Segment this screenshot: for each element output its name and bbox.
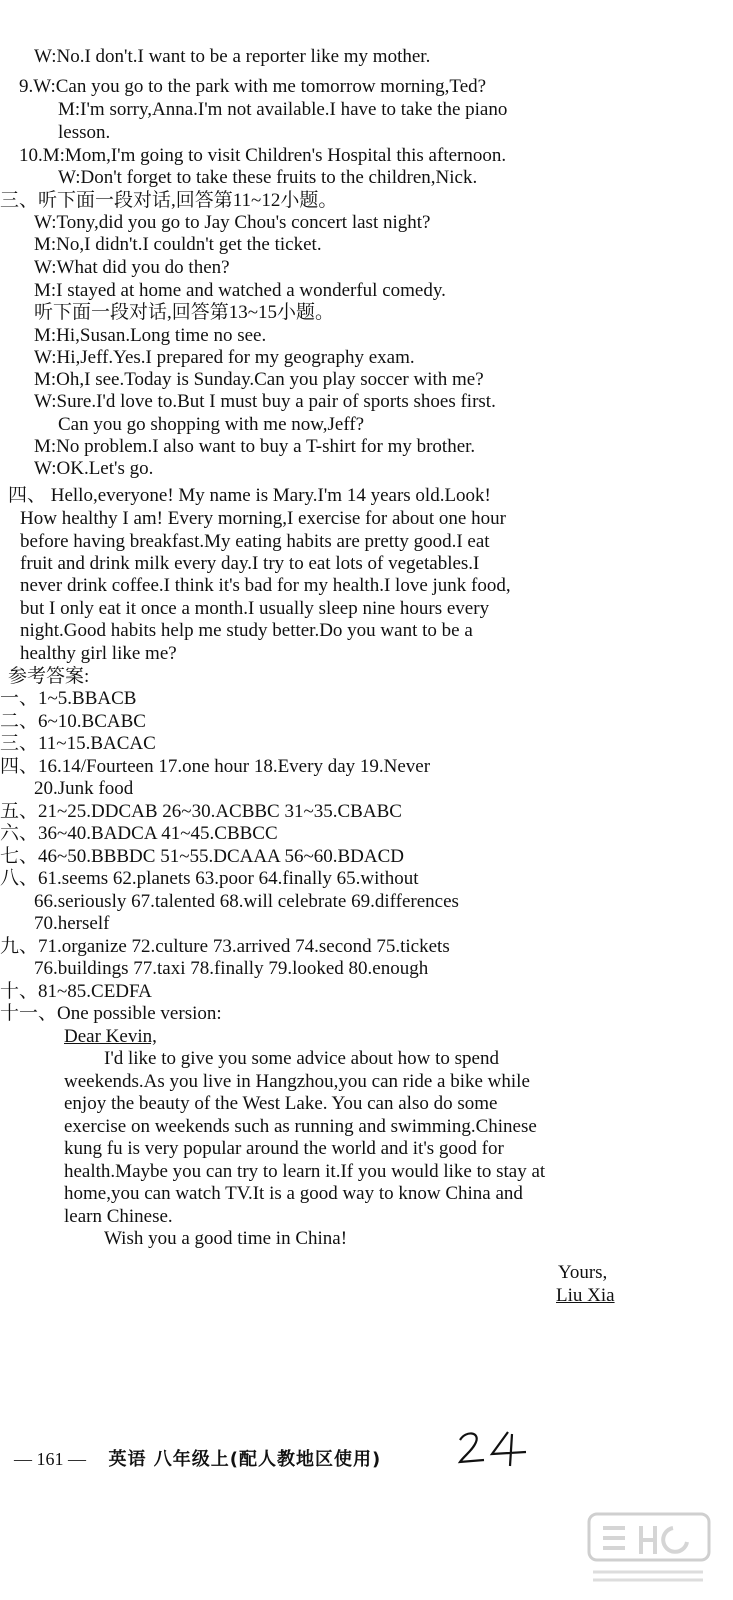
letter-line: health.Maybe you can try to learn it.If you would like to stay at (64, 1161, 546, 1182)
handwritten-number-24 (456, 1428, 536, 1468)
text-line: 四、 Hello,everyone! My name is Mary.I'm 14 years old.Look! (8, 485, 491, 506)
text-line: W:Don't forget to take these fruits to the children,Nick. (58, 167, 478, 188)
text-line: fruit and drink milk every day.I try to eat lots of vegetables.I (20, 553, 480, 574)
answer-line: 70.herself (34, 913, 110, 934)
letter-line: learn Chinese. (64, 1206, 173, 1227)
answer-line: 76.buildings 77.taxi 78.finally 79.looked 80.enough (34, 958, 429, 979)
text-line: Can you go shopping with me now,Jeff? (58, 414, 365, 435)
book-title: 英语 八年级上(配人教地区使用) (108, 1449, 382, 1470)
letter-line: home,you can watch TV.It is a good way to know China and (64, 1183, 523, 1204)
text-line: How healthy I am! Every morning,I exercise for about one hour (20, 508, 506, 529)
letter-line: Wish you a good time in China! (104, 1228, 348, 1249)
text-line: W:Tony,did you go to Jay Chou's concert last night? (34, 212, 431, 233)
text-line: lesson. (58, 122, 111, 143)
letter-line: weekends.As you live in Hangzhou,you can ride a bike while (64, 1071, 530, 1092)
text-line: M:No problem.I also want to buy a T-shirt for my brother. (34, 436, 476, 457)
letter-signature: Liu Xia (556, 1285, 615, 1306)
text-line: W:Sure.I'd love to.But I must buy a pair of sports shoes first. (34, 391, 496, 412)
answer-line: 六、36~40.BADCA 41~45.CBBCC (0, 823, 278, 844)
text-line: 10.M:Mom,I'm going to visit Children's Hospital this afternoon. (19, 145, 507, 166)
answer-line: 四、16.14/Fourteen 17.one hour 18.Every day 19.Never (0, 756, 431, 777)
letter-line: kung fu is very popular around the world and it's good for (64, 1138, 504, 1159)
page-number: — 161 — (14, 1449, 86, 1469)
text-line: W:What did you do then? (34, 257, 230, 278)
letter-salutation: Dear Kevin, (64, 1026, 157, 1047)
text-line: W:OK.Let's go. (34, 458, 154, 479)
answer-line: 20.Junk food (34, 778, 134, 799)
text-line: M:Hi,Susan.Long time no see. (34, 325, 267, 346)
letter-closing: Yours, (558, 1262, 608, 1283)
answer-line: 七、46~50.BBBDC 51~55.DCAAA 56~60.BDACD (0, 846, 405, 867)
text-line: M:Oh,I see.Today is Sunday.Can you play soccer with me? (34, 369, 484, 390)
text-line: healthy girl like me? (20, 643, 177, 664)
text-line: 9.W:Can you go to the park with me tomorrow morning,Ted? (19, 76, 487, 97)
letter-line: exercise on weekends such as running and swimming.Chinese (64, 1116, 537, 1137)
answer-line: 五、21~25.DDCAB 26~30.ACBBC 31~35.CBABC (0, 801, 402, 822)
text-line: W:Hi,Jeff.Yes.I prepared for my geography exam. (34, 347, 415, 368)
section-heading: 听下面一段对话,回答第13~15小题。 (34, 302, 335, 323)
answer-line: 66.seriously 67.talented 68.will celebrate 69.differences (34, 891, 459, 912)
answer-line: 八、61.seems 62.planets 63.poor 64.finally 65.without (0, 868, 419, 889)
watermark-logo (585, 1508, 725, 1588)
letter-line: I'd like to give you some advice about how to spend (104, 1048, 499, 1069)
section-heading: 十一、One possible version: (0, 1003, 222, 1024)
page-footer (14, 1445, 381, 1471)
text-line: before having breakfast.My eating habits are pretty good.I eat (20, 531, 490, 552)
letter-line: enjoy the beauty of the West Lake. You can also do some (64, 1093, 498, 1114)
text-line: M:I stayed at home and watched a wonderful comedy. (34, 280, 446, 301)
answer-line: 十、81~85.CEDFA (0, 981, 152, 1002)
text-line: never drink coffee.I think it's bad for my health.I love junk food, (20, 575, 511, 596)
answer-line: 九、71.organize 72.culture 73.arrived 74.second 75.tickets (0, 936, 450, 957)
text-line: W:No.I don't.I want to be a reporter like my mother. (34, 46, 431, 67)
section-heading: 参考答案: (8, 666, 90, 687)
text-line: night.Good habits help me study better.Do you want to be a (20, 620, 473, 641)
answer-line: 三、11~15.BACAC (0, 733, 156, 754)
answer-line: 二、6~10.BCABC (0, 711, 146, 732)
text-line: but I only eat it once a month.I usually sleep nine hours every (20, 598, 490, 619)
section-heading: 三、听下面一段对话,回答第11~12小题。 (0, 190, 338, 211)
text-line: M:No,I didn't.I couldn't get the ticket. (34, 234, 322, 255)
text-line: M:I'm sorry,Anna.I'm not available.I have to take the piano (58, 99, 508, 120)
answer-line: 一、1~5.BBACB (0, 688, 137, 709)
